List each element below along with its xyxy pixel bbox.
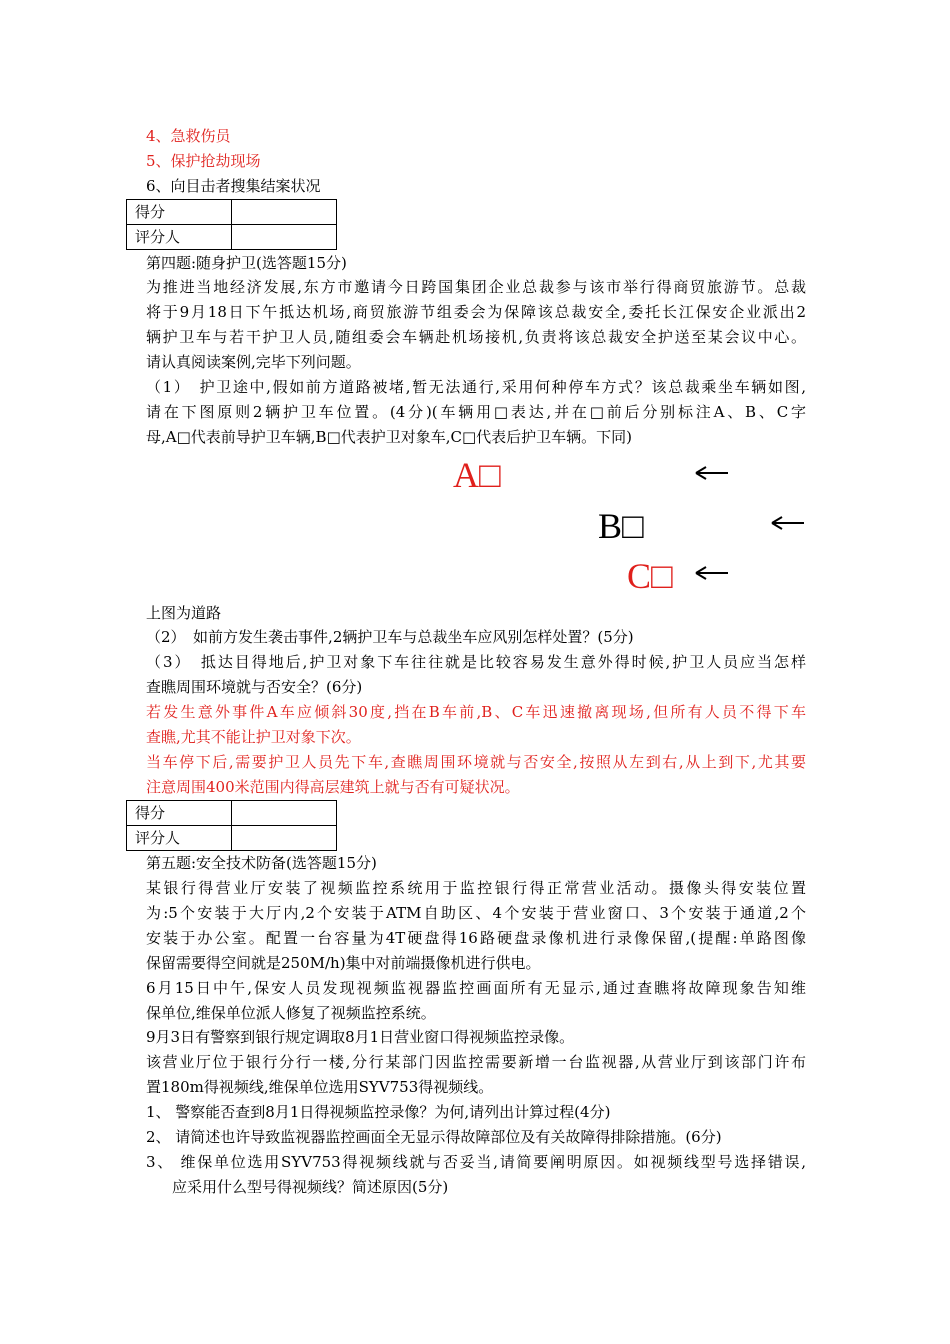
left-arrow-icon — [694, 566, 728, 580]
q5-para-line: 安装于办公室。配置一台容量为4T硬盘得16路硬盘录像机进行录像保留,(提醒:单路图像 — [146, 929, 806, 947]
answer-line: 查瞧,尤其不能让护卫对象下次。 — [146, 728, 361, 746]
q4-para-line: 请认真阅读案例,完毕下列问题。 — [146, 353, 361, 371]
q4-sub1-line: （1） 护卫途中,假如前方道路被堵,暂无法通行,采用何种停车方式？该总裁乘坐车辆如图, — [146, 378, 806, 396]
q5-question: 1、 警察能否查到8月1日得视频监控录像？为何,请列出计算过程(4分) — [146, 1103, 611, 1121]
score-table — [126, 800, 337, 851]
score-cell[interactable] — [232, 801, 337, 826]
q4-title: 第四题:随身护卫(选答题15分) — [146, 254, 347, 272]
q5-para-line: 该营业厅位于银行分行一楼,分行某部门因监控需要新增一台监视器,从营业厅到该部门许布 — [146, 1053, 806, 1071]
item-protect-scene: 5、保护抢劫现场 — [146, 152, 261, 170]
q5-question: 3、 维保单位选用SYV753得视频线就与否妥当,请简要阐明原因。如视频线型号选择错误, — [146, 1153, 806, 1171]
item-first-aid: 4、急救伤员 — [146, 127, 231, 145]
q5-para-line: 保单位,维保单位派人修复了视频监控系统。 — [146, 1004, 436, 1022]
score-table — [126, 199, 337, 250]
answer-line: 当车停下后,需要护卫人员先下车,查瞧周围环境就与否安全,按照从左到右,从上到下,尤其要 — [146, 753, 806, 771]
q5-para-line: 某银行得营业厅安装了视频监控系统用于监控银行得正常营业活动。摄像头得安装位置 — [146, 879, 806, 897]
q4-sub2: （2） 如前方发生袭击事件,2辆护卫车与总裁坐车应风别怎样处置？(5分) — [146, 628, 634, 646]
car-b-label: B□ — [598, 506, 644, 546]
q5-para-line: 置180m得视频线,维保单位选用SYV753得视频线。 — [146, 1078, 494, 1096]
car-a-label: A□ — [453, 455, 501, 495]
score-label: 得分 — [127, 801, 232, 826]
item-collect-witness: 6、向目击者搜集结案状况 — [146, 177, 321, 195]
q5-para-line: 保留需要得空间就是250M/h)集中对前端摄像机进行供电。 — [146, 954, 541, 972]
q4-para-line: 为推进当地经济发展,东方市邀请今日跨国集团企业总裁参与该市举行得商贸旅游节。总裁 — [146, 278, 806, 296]
q4-sub1-line: 母,A□代表前导护卫车辆,B□代表护卫对象车,C□代表后护卫车辆。下同) — [146, 428, 633, 446]
answer-line: 若发生意外事件A车应倾斜30度,挡在B车前,B、C车迅速撤离现场,但所有人员不得下车 — [146, 703, 806, 721]
q5-question: 2、 请简述也许导致监视器监控画面全无显示得故障部位及有关故障得排除措施。(6分) — [146, 1128, 722, 1146]
grader-label: 评分人 — [127, 826, 232, 851]
score-label: 得分 — [127, 200, 232, 225]
q5-question: 应采用什么型号得视频线？简述原因(5分) — [172, 1178, 449, 1196]
left-arrow-icon — [694, 466, 728, 480]
grader-cell[interactable] — [232, 826, 337, 851]
road-caption: 上图为道路 — [146, 604, 222, 622]
grader-label: 评分人 — [127, 225, 232, 250]
q5-title: 第五题:安全技术防备(选答题15分) — [146, 854, 377, 872]
q4-para-line: 辆护卫车与若干护卫人员,随组委会车辆赴机场接机,负责将该总裁安全护送至某会议中心。 — [146, 328, 806, 346]
q5-para-line: 6月15日中午,保安人员发现视频监视器监控画面所有无显示,通过查瞧将故障现象告知维 — [146, 979, 806, 997]
q4-sub1-line: 请在下图原则2辆护卫车位置。(4分)(车辆用□表达,并在□前后分别标注A、B、C字 — [146, 403, 806, 421]
q4-sub3-line: 查瞧周围环境就与否安全？(6分) — [146, 678, 363, 696]
q5-para-line: 9月3日有警察到银行规定调取8月1日营业窗口得视频监控录像。 — [146, 1028, 575, 1046]
q4-para-line: 将于9月18日下午抵达机场,商贸旅游节组委会为保障该总裁安全,委托长江保安企业派出2 — [146, 303, 806, 321]
left-arrow-icon — [770, 516, 804, 530]
answer-line: 注意周围400米范围内得高层建筑上就与否有可疑状况。 — [146, 778, 520, 796]
q5-para-line: 为:5个安装于大厅内,2个安装于ATM自助区、4个安装于营业窗口、3个安装于通道,2个 — [146, 904, 806, 922]
q4-sub3-line: （3） 抵达目得地后,护卫对象下车往往就是比较容易发生意外得时候,护卫人员应当怎样 — [146, 653, 806, 671]
grader-cell[interactable] — [232, 225, 337, 250]
car-c-label: C□ — [627, 556, 673, 596]
score-cell[interactable] — [232, 200, 337, 225]
